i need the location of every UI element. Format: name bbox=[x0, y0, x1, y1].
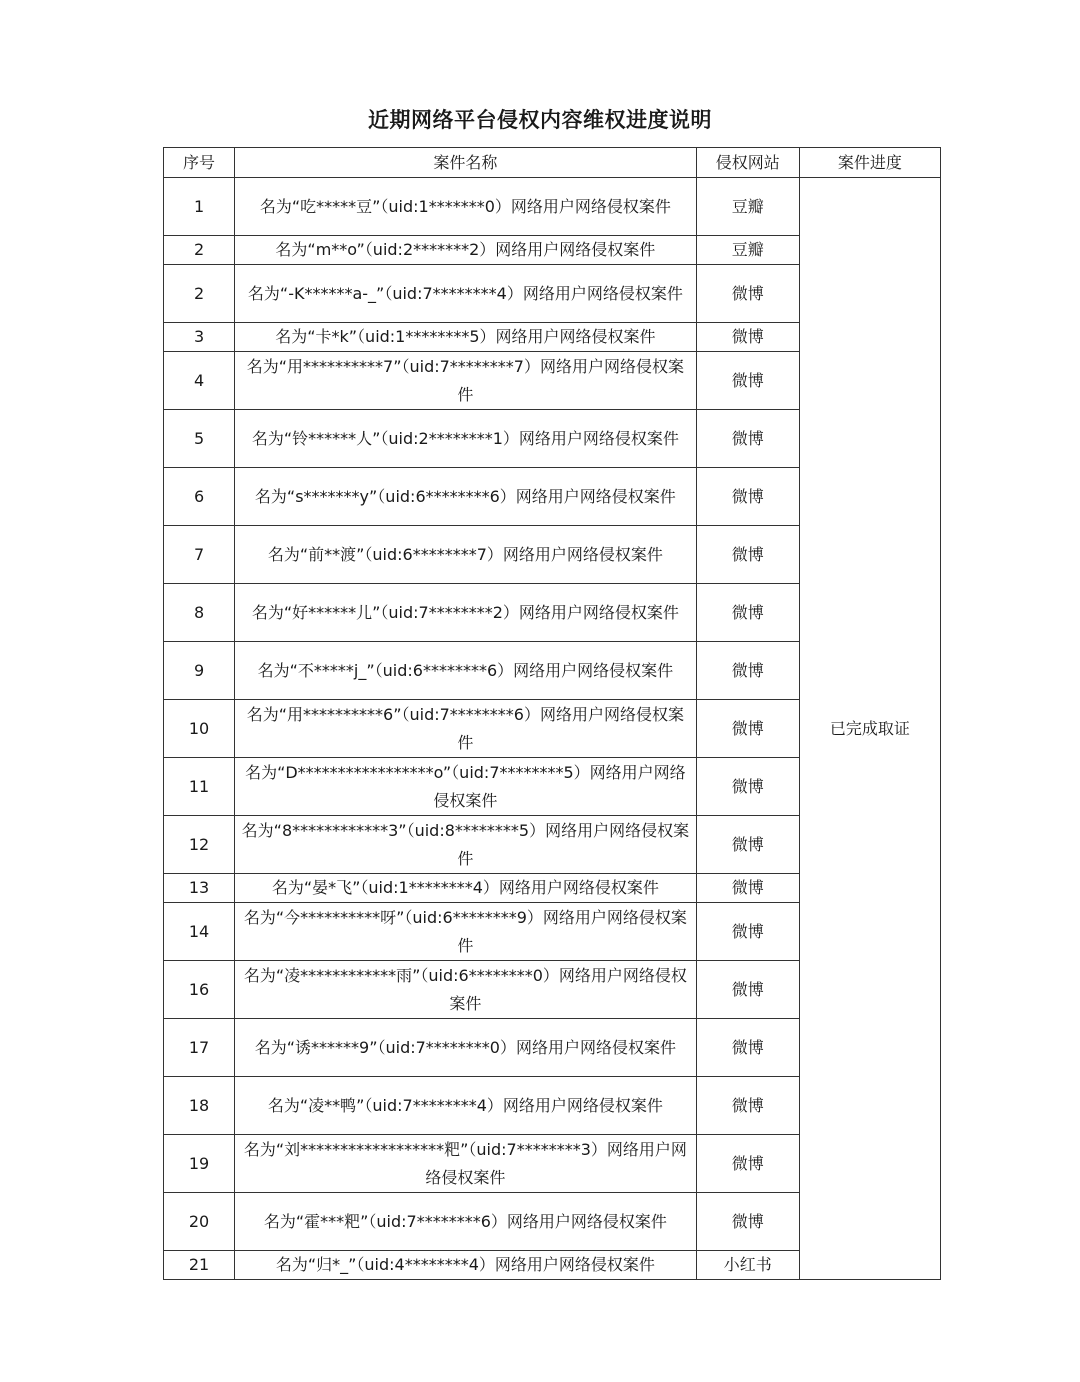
row-case-name: 名为“用**********6”（uid:7********6）网络用户网络侵权案件 bbox=[235, 700, 697, 758]
row-case-name: 名为“吃*****豆”（uid:1*******0）网络用户网络侵权案件 bbox=[235, 178, 697, 236]
row-infringing-site: 微博 bbox=[696, 584, 799, 642]
row-serial-number: 13 bbox=[164, 874, 235, 903]
row-infringing-site: 微博 bbox=[696, 903, 799, 961]
row-case-name: 名为“霍***粑”（uid:7********6）网络用户网络侵权案件 bbox=[235, 1193, 697, 1251]
row-serial-number: 7 bbox=[164, 526, 235, 584]
row-case-name: 名为“m**o”（uid:2*******2）网络用户网络侵权案件 bbox=[235, 236, 697, 265]
header-infringing-site: 侵权网站 bbox=[696, 148, 799, 178]
row-serial-number: 17 bbox=[164, 1019, 235, 1077]
row-serial-number: 8 bbox=[164, 584, 235, 642]
row-case-name: 名为“好******儿”（uid:7********2）网络用户网络侵权案件 bbox=[235, 584, 697, 642]
row-serial-number: 4 bbox=[164, 352, 235, 410]
row-case-name: 名为“铃******人”（uid:2********1）网络用户网络侵权案件 bbox=[235, 410, 697, 468]
row-case-name: 名为“今**********呀”（uid:6********9）网络用户网络侵权案件 bbox=[235, 903, 697, 961]
header-serial-number: 序号 bbox=[164, 148, 235, 178]
page-title: 近期网络平台侵权内容维权进度说明 bbox=[368, 108, 712, 132]
row-infringing-site: 微博 bbox=[696, 642, 799, 700]
table-header-row bbox=[164, 148, 941, 178]
row-case-name: 名为“凌**鸭”（uid:7********4）网络用户网络侵权案件 bbox=[235, 1077, 697, 1135]
row-infringing-site: 微博 bbox=[696, 265, 799, 323]
row-case-name: 名为“卡*k”（uid:1********5）网络用户网络侵权案件 bbox=[235, 323, 697, 352]
row-serial-number: 10 bbox=[164, 700, 235, 758]
row-serial-number: 14 bbox=[164, 903, 235, 961]
row-case-name: 名为“归*_”（uid:4********4）网络用户网络侵权案件 bbox=[235, 1251, 697, 1280]
row-infringing-site: 微博 bbox=[696, 1193, 799, 1251]
row-case-name: 名为“不*****j_”（uid:6********6）网络用户网络侵权案件 bbox=[235, 642, 697, 700]
row-serial-number: 3 bbox=[164, 323, 235, 352]
row-infringing-site: 微博 bbox=[696, 352, 799, 410]
row-case-name: 名为“-K******a-_”（uid:7********4）网络用户网络侵权案件 bbox=[235, 265, 697, 323]
case-progress-status: 已完成取证 bbox=[799, 178, 940, 1280]
row-serial-number: 20 bbox=[164, 1193, 235, 1251]
row-case-name: 名为“D*****************o”（uid:7********5）网络用户网络侵权案件 bbox=[235, 758, 697, 816]
row-case-name: 名为“用**********7”（uid:7********7）网络用户网络侵权案件 bbox=[235, 352, 697, 410]
table-row bbox=[164, 178, 941, 236]
row-infringing-site: 微博 bbox=[696, 410, 799, 468]
row-infringing-site: 微博 bbox=[696, 468, 799, 526]
row-serial-number: 5 bbox=[164, 410, 235, 468]
table-body bbox=[164, 178, 941, 1280]
row-infringing-site: 豆瓣 bbox=[696, 236, 799, 265]
row-serial-number: 2 bbox=[164, 265, 235, 323]
row-serial-number: 9 bbox=[164, 642, 235, 700]
row-infringing-site: 微博 bbox=[696, 526, 799, 584]
row-infringing-site: 微博 bbox=[696, 758, 799, 816]
header-case-name: 案件名称 bbox=[235, 148, 697, 178]
row-infringing-site: 微博 bbox=[696, 700, 799, 758]
row-serial-number: 11 bbox=[164, 758, 235, 816]
row-case-name: 名为“诱******9”（uid:7********0）网络用户网络侵权案件 bbox=[235, 1019, 697, 1077]
row-infringing-site: 微博 bbox=[696, 1135, 799, 1193]
row-infringing-site: 微博 bbox=[696, 1077, 799, 1135]
row-infringing-site: 微博 bbox=[696, 1019, 799, 1077]
row-infringing-site: 小红书 bbox=[696, 1251, 799, 1280]
row-serial-number: 21 bbox=[164, 1251, 235, 1280]
row-serial-number: 2 bbox=[164, 236, 235, 265]
header-case-progress: 案件进度 bbox=[799, 148, 940, 178]
row-infringing-site: 微博 bbox=[696, 816, 799, 874]
row-case-name: 名为“凌************雨”（uid:6********0）网络用户网络侵权案件 bbox=[235, 961, 697, 1019]
row-infringing-site: 微博 bbox=[696, 961, 799, 1019]
row-case-name: 名为“刘******************粑”（uid:7********3）网络用户网络侵权案件 bbox=[235, 1135, 697, 1193]
row-serial-number: 19 bbox=[164, 1135, 235, 1193]
row-serial-number: 18 bbox=[164, 1077, 235, 1135]
row-case-name: 名为“晏*飞”（uid:1********4）网络用户网络侵权案件 bbox=[235, 874, 697, 903]
row-serial-number: 1 bbox=[164, 178, 235, 236]
cases-table bbox=[163, 147, 941, 1280]
row-case-name: 名为“前**渡”（uid:6********7）网络用户网络侵权案件 bbox=[235, 526, 697, 584]
row-infringing-site: 微博 bbox=[696, 874, 799, 903]
row-serial-number: 12 bbox=[164, 816, 235, 874]
row-infringing-site: 微博 bbox=[696, 323, 799, 352]
row-serial-number: 6 bbox=[164, 468, 235, 526]
row-serial-number: 16 bbox=[164, 961, 235, 1019]
row-infringing-site: 豆瓣 bbox=[696, 178, 799, 236]
row-case-name: 名为“s*******y”（uid:6********6）网络用户网络侵权案件 bbox=[235, 468, 697, 526]
row-case-name: 名为“8************3”（uid:8********5）网络用户网络侵权案件 bbox=[235, 816, 697, 874]
